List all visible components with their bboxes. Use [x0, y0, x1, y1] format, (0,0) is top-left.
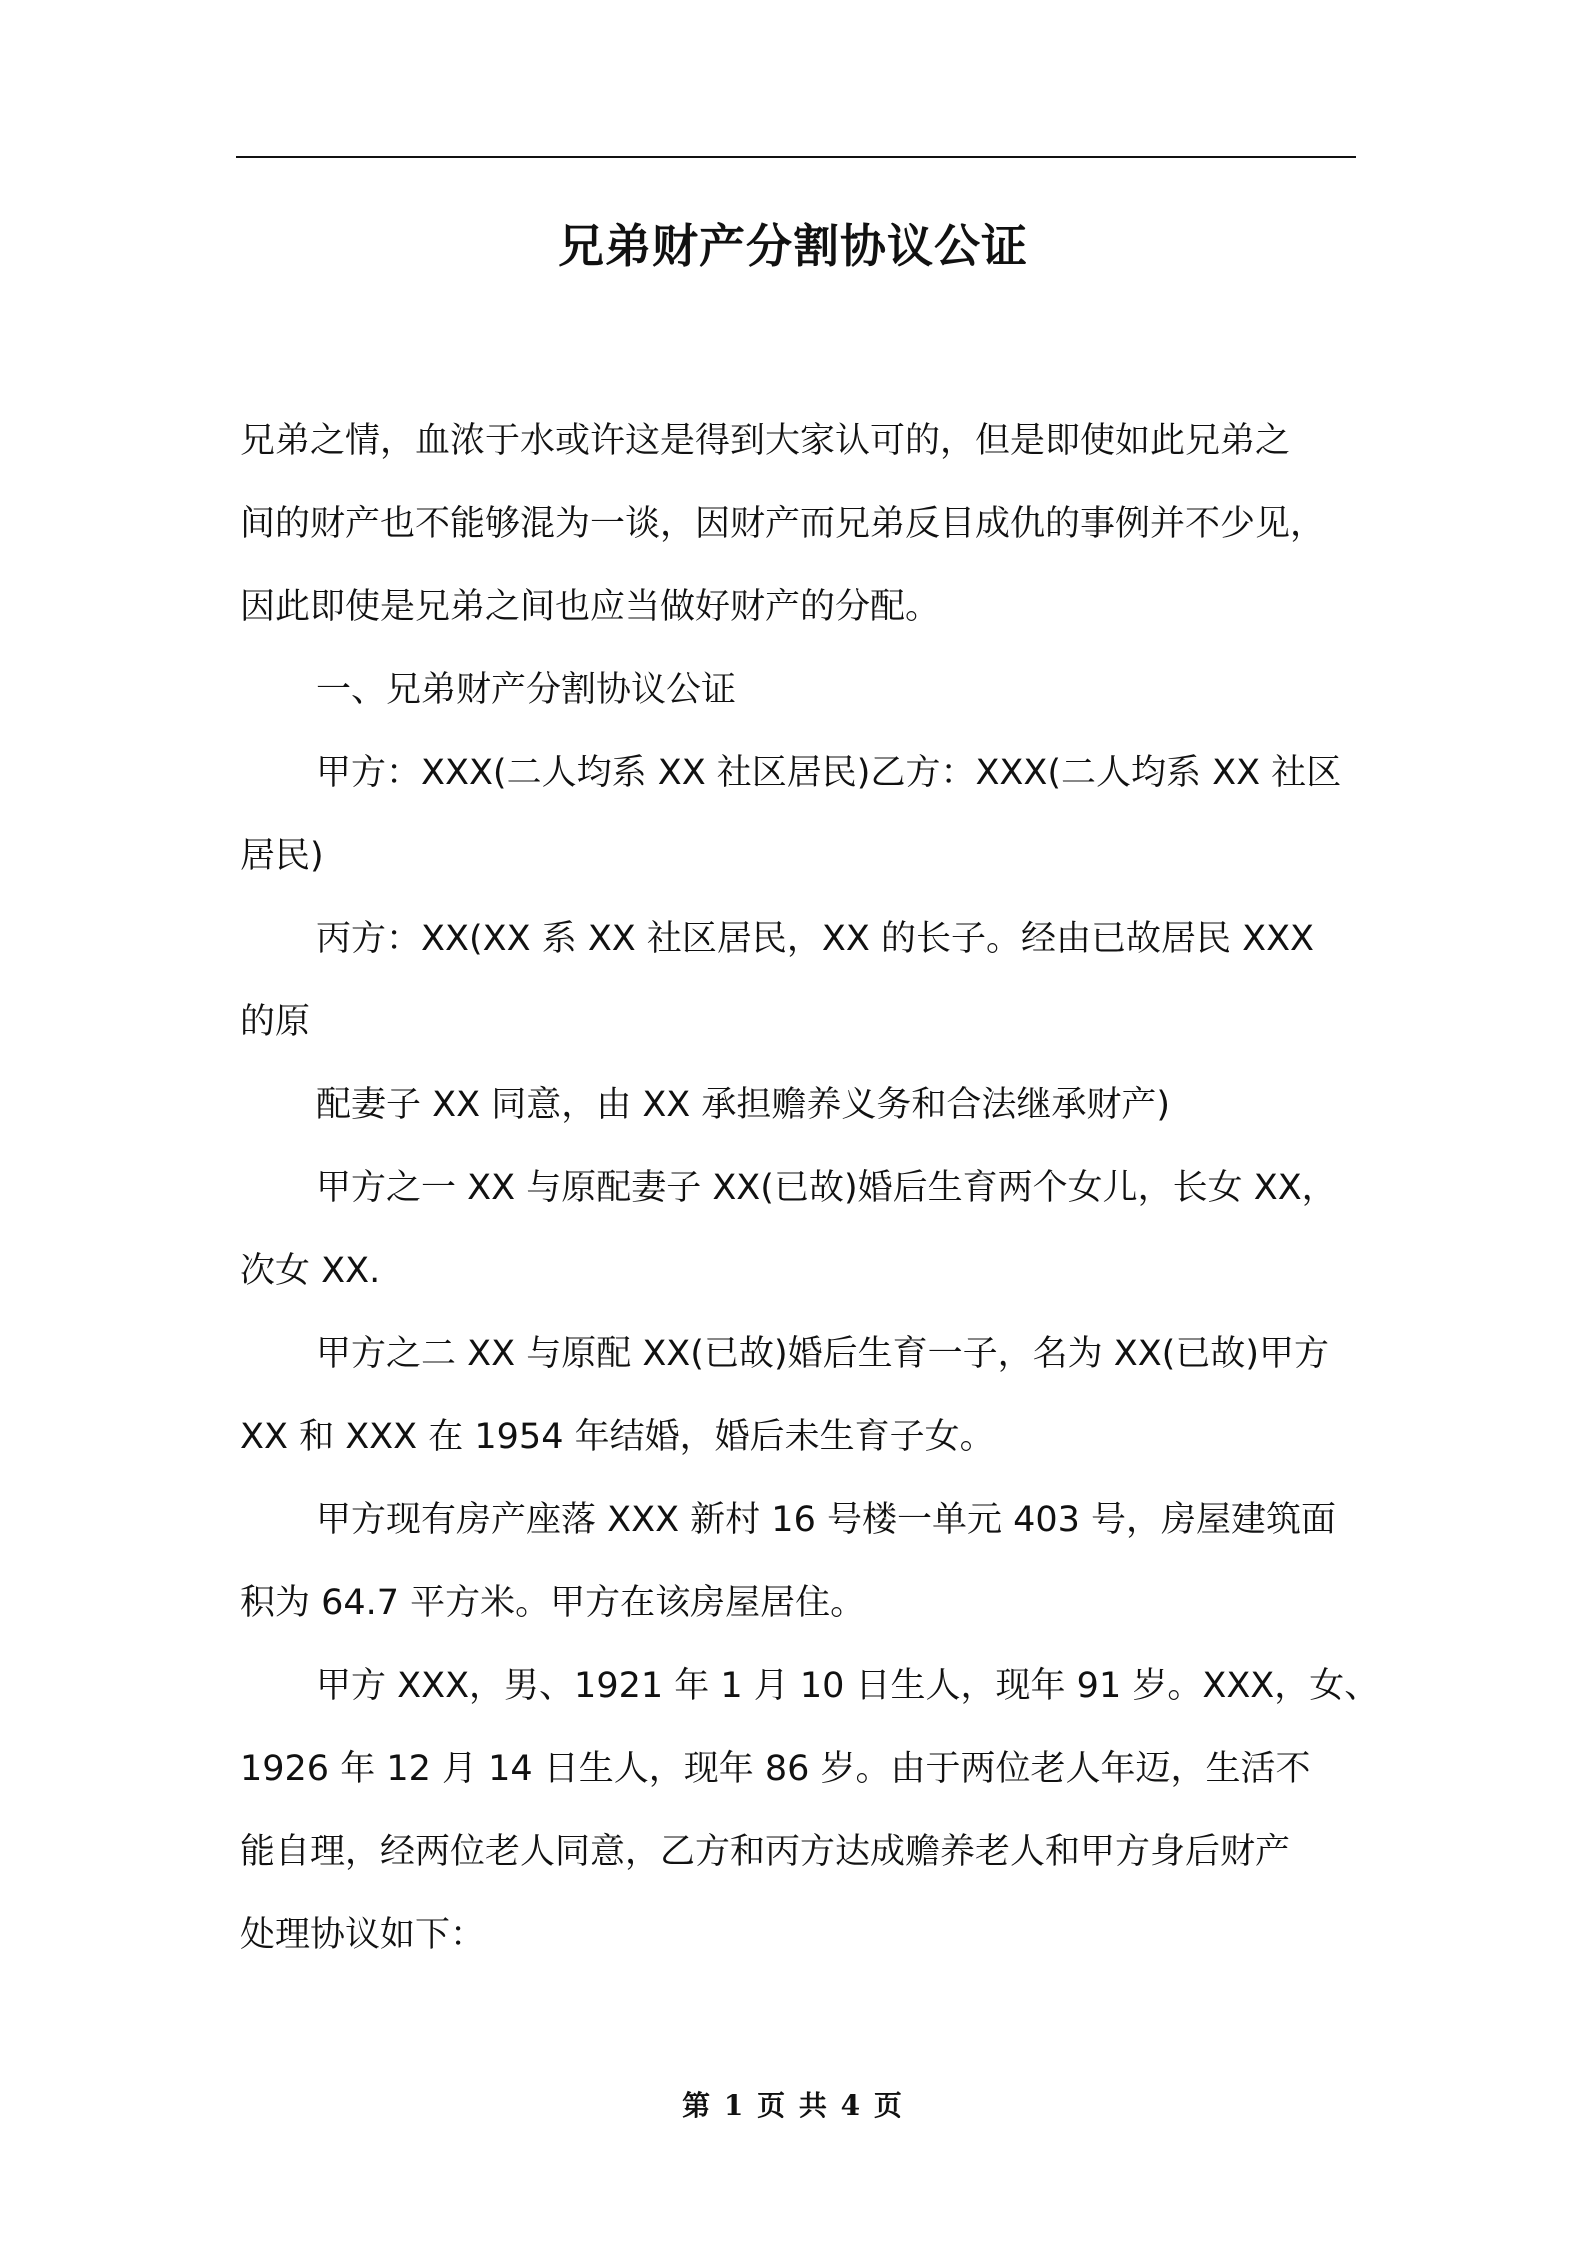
- text-line: 甲方之二 XX 与原配 XX(已故)婚后生育一子，名为 XX(已故)甲方: [316, 1334, 1329, 1374]
- text-line: XX 和 XXX 在 1954 年结婚，婚后未生育子女。: [240, 1417, 995, 1457]
- page-number-footer: 第 1 页 共 4 页: [682, 2089, 904, 2122]
- text-line: 甲方现有房产座落 XXX 新村 16 号楼一单元 403 号，房屋建筑面: [316, 1500, 1337, 1540]
- text-line: 间的财产也不能够混为一谈，因财产而兄弟反目成仇的事例并不少见，: [240, 504, 1326, 544]
- text-line: 能自理，经两位老人同意，乙方和丙方达成赡养老人和甲方身后财产: [240, 1832, 1291, 1872]
- text-line: 因此即使是兄弟之间也应当做好财产的分配。: [240, 587, 941, 627]
- body-text: [240, 400, 1380, 1977]
- text-line: 1926 年 12 月 14 日生人，现年 86 岁。由于两位老人年迈，生活不: [240, 1749, 1311, 1789]
- header-rule: [236, 156, 1356, 158]
- text-line: 甲方 XXX，男、1921 年 1 月 10 日生人，现年 91 岁。XXX，女、: [316, 1666, 1380, 1706]
- text-line: 的原: [240, 1002, 311, 1042]
- text-line: 丙方：XX(XX 系 XX 社区居民，XX 的长子。经由已故居民 XXX: [316, 919, 1315, 959]
- text-line: 次女 XX.: [240, 1251, 381, 1291]
- text-line: 甲方之一 XX 与原配妻子 XX(已故)婚后生育两个女儿，长女 XX，: [316, 1168, 1337, 1208]
- text-line: 兄弟之情，血浓于水或许这是得到大家认可的，但是即使如此兄弟之: [240, 421, 1291, 461]
- page-title: 兄弟财产分割协议公证: [558, 219, 1028, 273]
- text-line: 居民): [240, 836, 324, 876]
- text-line: 甲方：XXX(二人均系 XX 社区居民)乙方：XXX(二人均系 XX 社区: [316, 753, 1342, 793]
- section-heading: 一、兄弟财产分割协议公证: [316, 670, 737, 710]
- text-line: 配妻子 XX 同意，由 XX 承担赡养义务和合法继承财产): [316, 1085, 1171, 1125]
- text-line: 处理协议如下：: [240, 1915, 486, 1955]
- text-line: 积为 64.7 平方米。甲方在该房屋居住。: [240, 1583, 866, 1623]
